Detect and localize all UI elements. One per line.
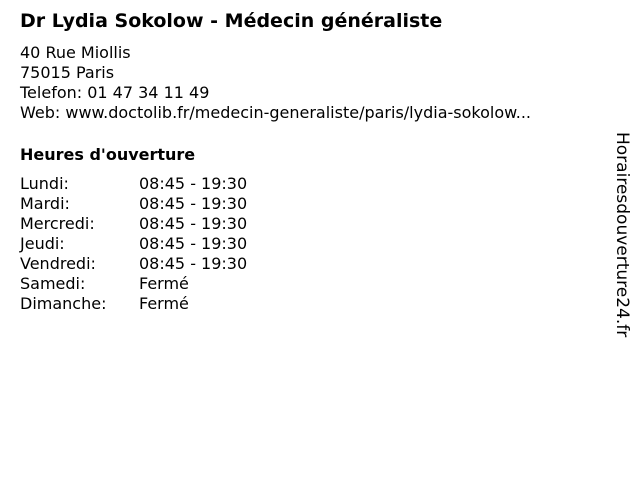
hours-heading: Heures d'ouverture [20, 145, 196, 164]
day-label: Samedi: [20, 274, 86, 293]
hours-row-monday [20, 174, 300, 194]
opening-hours-table [20, 174, 300, 314]
hours-row-friday [20, 254, 300, 274]
day-label: Mercredi: [20, 214, 95, 233]
city-postcode: 75015 Paris [20, 63, 115, 82]
day-label: Mardi: [20, 194, 70, 213]
hours-row-sunday [20, 294, 300, 314]
phone-number: Telefon: 01 47 34 11 49 [20, 83, 210, 102]
hours-row-thursday [20, 234, 300, 254]
hours-row-saturday [20, 274, 300, 294]
side-brand-label: Horairesdouverture24.fr [612, 132, 632, 338]
address-block [20, 43, 531, 123]
street-address: 40 Rue Miollis [20, 43, 131, 62]
time-value: Fermé [139, 294, 189, 313]
website-url: Web: www.doctolib.fr/medecin-generaliste/paris/lydia-sokolow... [20, 103, 531, 122]
time-value: 08:45 - 19:30 [139, 194, 248, 213]
day-label: Vendredi: [20, 254, 96, 273]
time-value: 08:45 - 19:30 [139, 174, 248, 193]
hours-row-tuesday [20, 194, 300, 214]
time-value: Fermé [139, 274, 189, 293]
time-value: 08:45 - 19:30 [139, 234, 248, 253]
hours-row-wednesday [20, 214, 300, 234]
time-value: 08:45 - 19:30 [139, 254, 248, 273]
time-value: 08:45 - 19:30 [139, 214, 248, 233]
page-title: Dr Lydia Sokolow - Médecin généraliste [20, 10, 443, 32]
day-label: Lundi: [20, 174, 69, 193]
day-label: Jeudi: [20, 234, 65, 253]
day-label: Dimanche: [20, 294, 107, 313]
